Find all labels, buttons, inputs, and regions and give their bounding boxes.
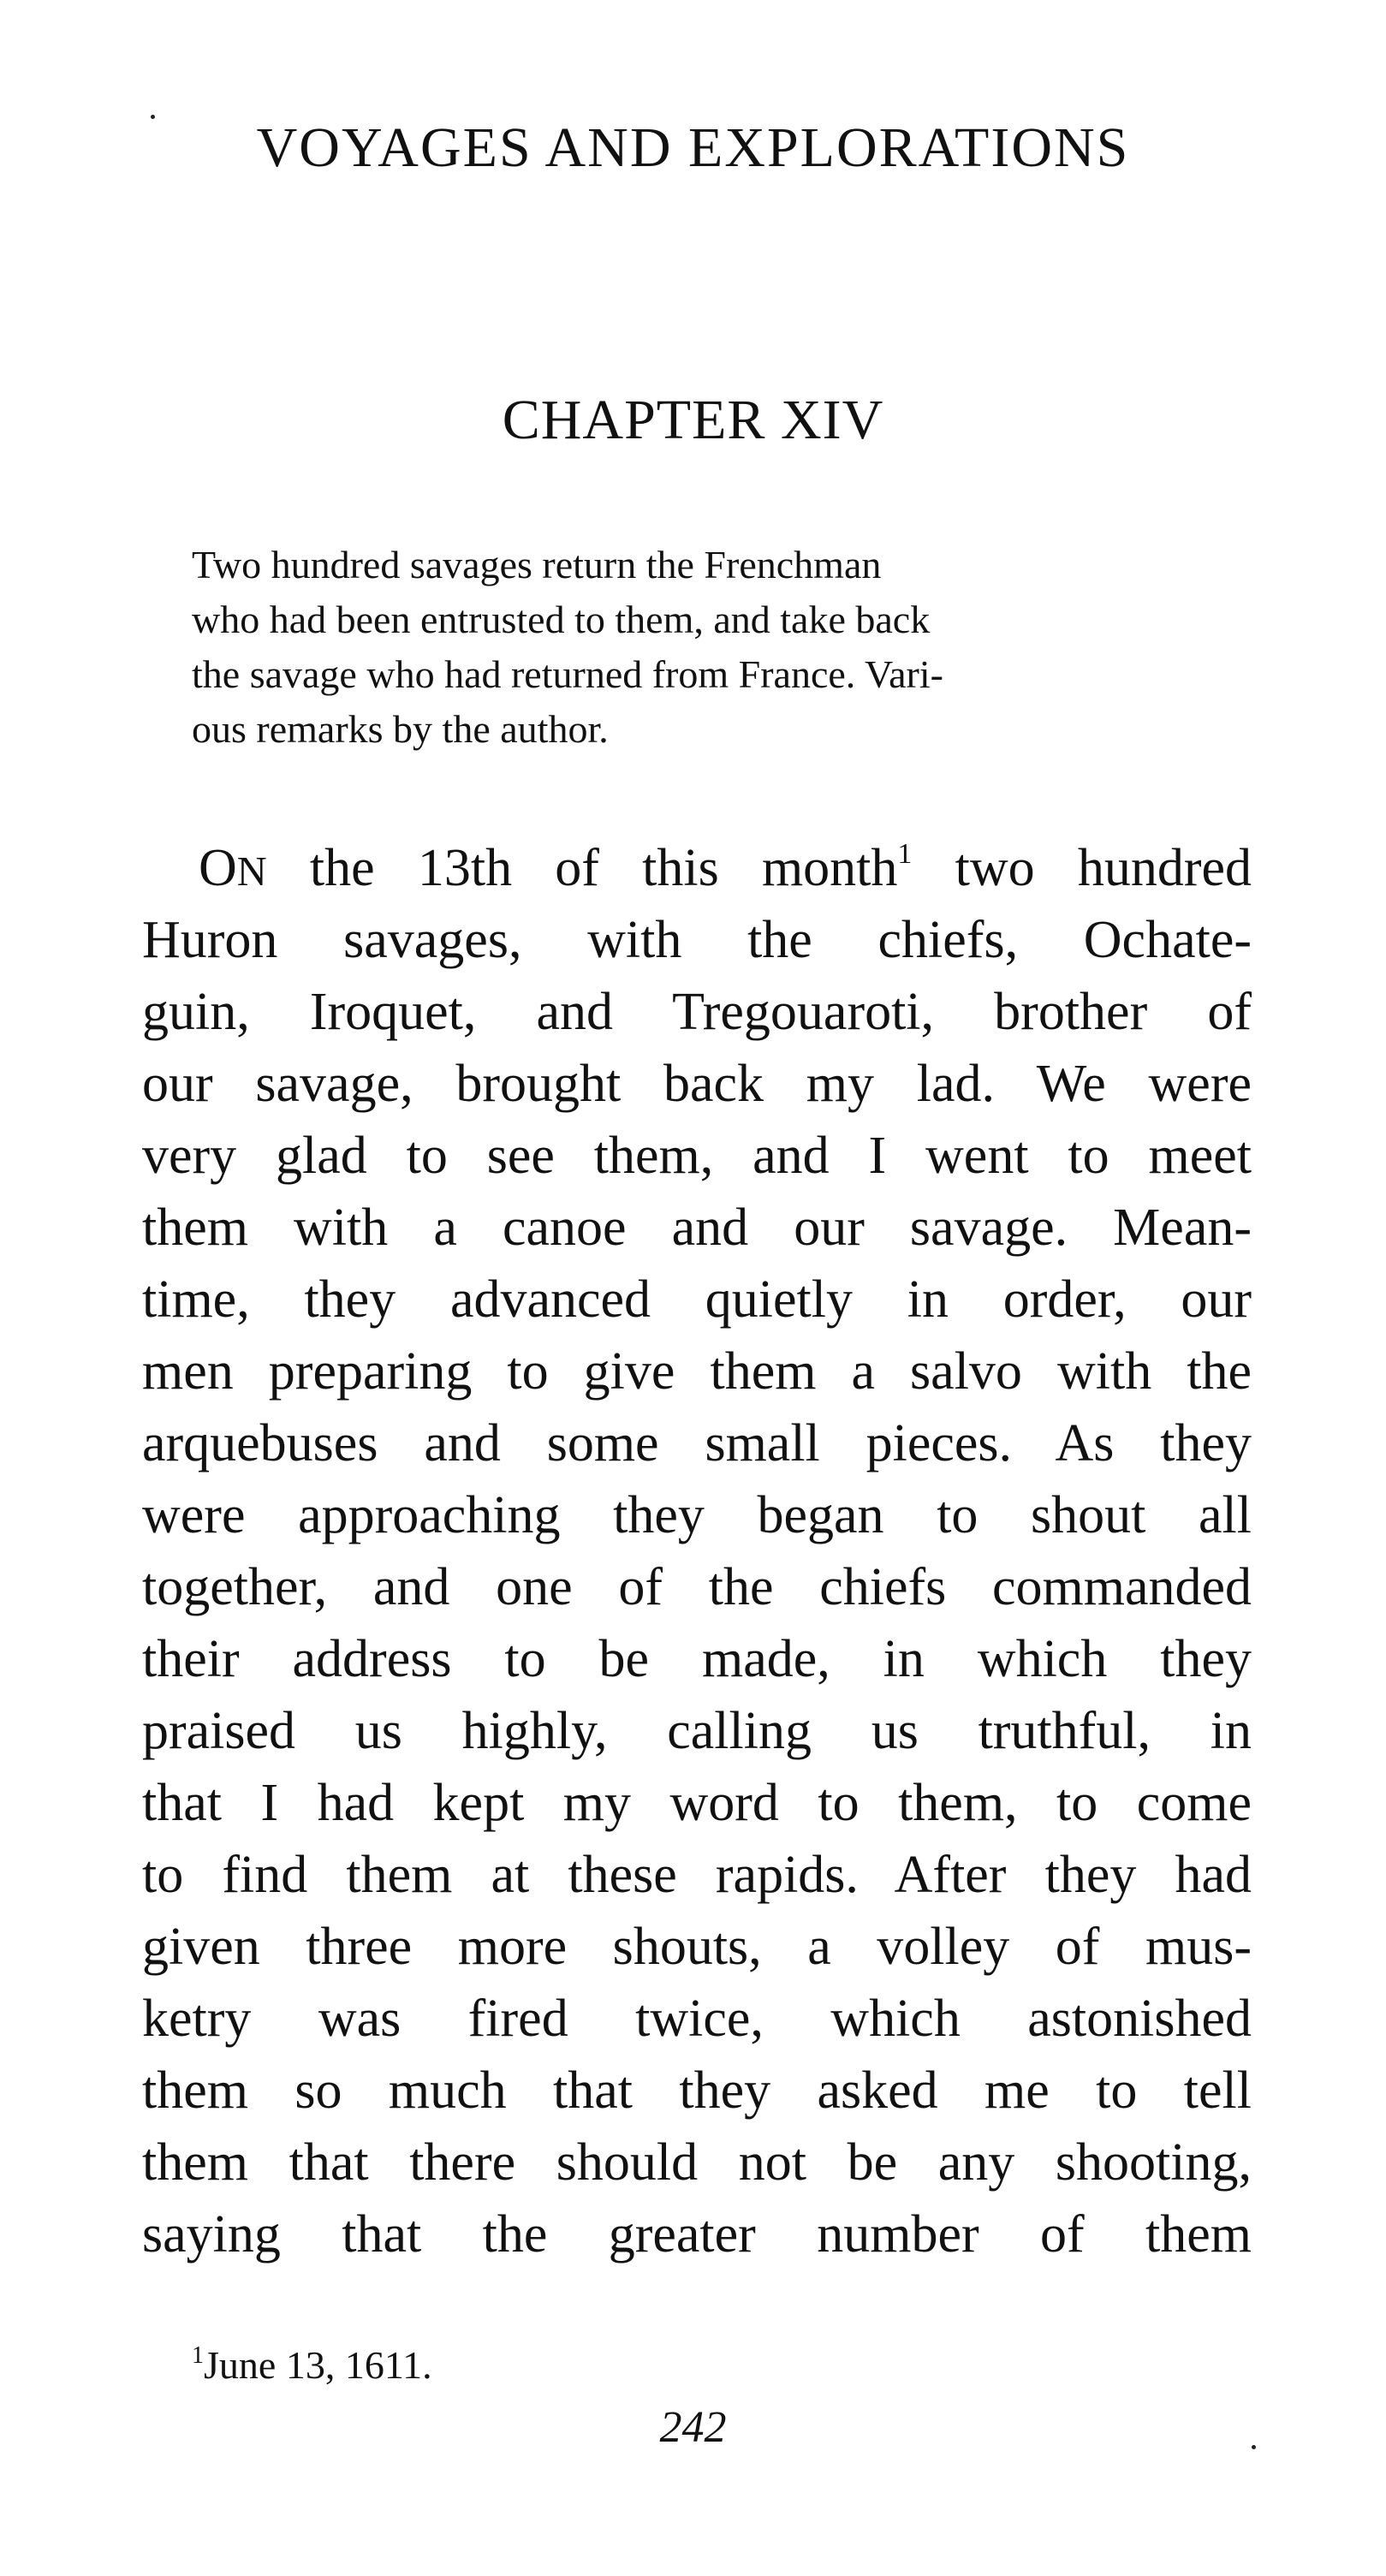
- print-speck: [151, 115, 155, 119]
- body-line: them so much that they asked me to tell: [142, 2061, 1252, 2120]
- summary-line: the savage who had returned from France. Vari-: [192, 652, 943, 696]
- footnote: [192, 2344, 432, 2385]
- footnote-reference: 1: [897, 838, 913, 870]
- body-line: praised us highly, calling us truthful, in: [142, 1702, 1252, 1760]
- body-line: saying that the greater number of them: [142, 2205, 1252, 2264]
- body-line: them with a canoe and our savage. Mean-: [142, 1199, 1252, 1257]
- body-line-first: [142, 832, 1252, 904]
- body-line: given three more shouts, a volley of mus-: [142, 1918, 1252, 1976]
- footnote-mark: 1: [192, 2342, 204, 2369]
- body-line: together, and one of the chiefs commanded: [142, 1558, 1252, 1616]
- chapter-summary: [144, 538, 1255, 757]
- body-text: [142, 832, 1252, 2270]
- body-line: them that there should not be any shooting,: [142, 2133, 1252, 2192]
- footnote-text: June 13, 1611.: [204, 2343, 432, 2387]
- body-line: very glad to see them, and I went to meet: [142, 1127, 1252, 1185]
- body-line: to find them at these rapids. After they had: [142, 1846, 1252, 1904]
- body-line: were approaching they began to shout all: [142, 1486, 1252, 1544]
- page-number: 242: [659, 2403, 727, 2452]
- body-line: arquebuses and some small pieces. As they: [142, 1414, 1252, 1472]
- opening-small-caps: N: [236, 849, 267, 895]
- opening-capital: O: [199, 839, 237, 897]
- opening-text: the 13th of this month: [266, 839, 898, 897]
- body-line: their address to be made, in which they: [142, 1630, 1252, 1688]
- body-line: ketry was fired twice, which astonished: [142, 1990, 1252, 2048]
- body-line: Huron savages, with the chiefs, Ochate-: [142, 911, 1252, 969]
- body-line: men preparing to give them a salvo with the: [142, 1342, 1252, 1401]
- summary-line: ous remarks by the author.: [192, 707, 609, 751]
- body-line: time, they advanced quietly in order, our: [142, 1270, 1252, 1329]
- running-head: VOYAGES AND EXPLORATIONS: [256, 116, 1130, 179]
- body-line: our savage, brought back my lad. We were: [142, 1055, 1252, 1113]
- summary-line: who had been entrusted to them, and take back: [192, 598, 931, 641]
- summary-line: Two hundred savages return the Frenchman: [192, 543, 882, 586]
- body-line: that I had kept my word to them, to come: [142, 1774, 1252, 1832]
- opening-text-end: two hundred: [912, 839, 1252, 897]
- body-line: guin, Iroquet, and Tregouaroti, brother of: [142, 983, 1252, 1041]
- chapter-title: CHAPTER XIV: [502, 389, 884, 451]
